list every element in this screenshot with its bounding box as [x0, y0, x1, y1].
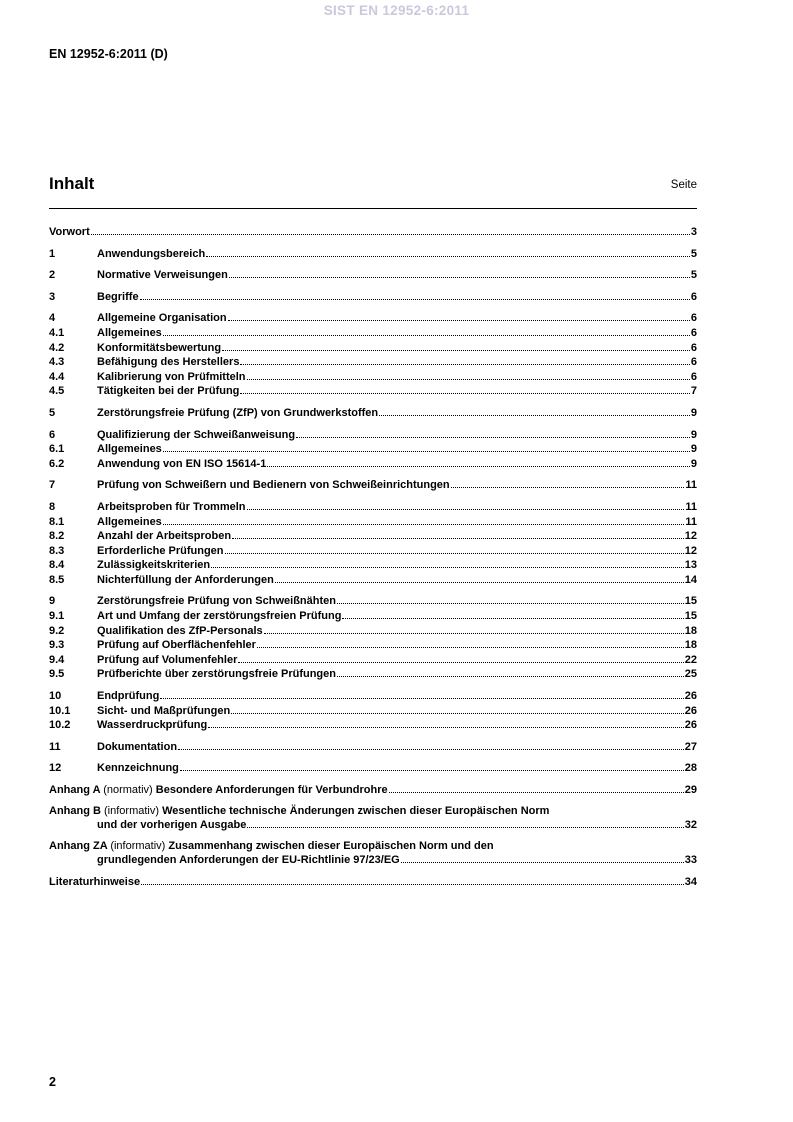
toc-entry-number: 4.4 — [49, 370, 65, 383]
annex-type: (informativ) — [110, 839, 166, 852]
toc-entry-number: 8.5 — [49, 573, 65, 586]
toc-entry-number: 4.5 — [49, 385, 65, 398]
toc-section-group — [49, 225, 697, 240]
toc-entry-page: 11 — [685, 479, 697, 492]
toc-entry-page: 9 — [690, 457, 697, 470]
toc-entry[interactable] — [49, 638, 697, 653]
toc-entry-title: Qualifizierung der Schweißanweisung — [97, 428, 296, 441]
toc-entry-title: Anwendungsbereich — [97, 247, 206, 260]
toc-entry-number: 9.2 — [49, 624, 65, 637]
dot-leader — [247, 370, 690, 380]
toc-entry-title: Allgemeines — [97, 443, 162, 456]
toc-entry-number: 6.2 — [49, 457, 65, 470]
toc-entry-title: Art und Umfang der zerstörungsfreien Prüfung — [97, 610, 342, 623]
toc-entry-title: Qualifikation des ZfP-Personals — [97, 624, 263, 637]
annex-label: Anhang B — [49, 804, 101, 817]
dot-leader — [160, 689, 683, 699]
dot-leader — [238, 653, 683, 663]
dot-leader — [401, 853, 684, 863]
table-of-contents — [49, 225, 697, 890]
toc-entry[interactable] — [49, 718, 697, 733]
toc-entry-page: 6 — [690, 326, 697, 339]
toc-entry-number: 4.1 — [49, 326, 65, 339]
toc-entry-title: Wasserdruckprüfung — [97, 719, 208, 732]
toc-section-group — [49, 500, 697, 588]
toc-entry-number: 5 — [49, 406, 56, 419]
dot-leader — [264, 624, 684, 634]
toc-entry[interactable] — [49, 442, 697, 457]
toc-entry-title: Konformitätsbewertung — [97, 341, 222, 354]
toc-rule — [49, 208, 697, 209]
toc-entry[interactable] — [49, 384, 697, 399]
toc-entry-page: 18 — [684, 624, 697, 637]
toc-entry-number: 6.1 — [49, 443, 65, 456]
toc-entry-number: 8.1 — [49, 515, 65, 528]
toc-entry[interactable] — [49, 355, 697, 370]
toc-entry-title: Tätigkeiten bei der Prüfung — [97, 385, 240, 398]
dot-leader — [257, 638, 684, 648]
dot-leader — [337, 594, 684, 604]
toc-entry[interactable] — [49, 341, 697, 356]
dot-leader — [208, 718, 684, 728]
toc-entry[interactable] — [49, 689, 697, 704]
toc-entry[interactable] — [49, 529, 697, 544]
toc-entry-page: 15 — [684, 610, 697, 623]
toc-entry-page: 29 — [684, 784, 697, 796]
toc-entry-number: 10 — [49, 690, 62, 703]
toc-entry[interactable] — [49, 667, 697, 682]
annex-type: (informativ) — [104, 804, 160, 817]
toc-entry-number: 7 — [49, 479, 56, 492]
dot-leader — [163, 442, 690, 452]
toc-section-group — [49, 594, 697, 682]
dot-leader — [232, 529, 684, 539]
toc-entry-title: Erforderliche Prüfungen — [97, 544, 224, 557]
dot-leader — [247, 818, 683, 828]
toc-entry-title: Literaturhinweise — [49, 875, 141, 888]
toc-entry-page: 34 — [684, 875, 697, 888]
toc-entry[interactable] — [49, 544, 697, 559]
toc-annex-entry[interactable] — [49, 783, 697, 798]
dot-leader — [240, 355, 689, 365]
toc-entry-title: Arbeitsproben für Trommeln — [97, 500, 246, 513]
toc-section-group — [49, 478, 697, 493]
toc-entry-number: 12 — [49, 762, 62, 775]
toc-entry-number: 8.3 — [49, 544, 65, 557]
dot-leader — [228, 311, 690, 321]
toc-bibliography-entry[interactable] — [49, 875, 697, 890]
toc-entry[interactable] — [49, 370, 697, 385]
dot-leader — [379, 406, 690, 416]
toc-entry-number: 9.5 — [49, 668, 65, 681]
toc-entry-page: 26 — [684, 690, 697, 703]
toc-title: Inhalt — [49, 174, 95, 193]
toc-entry-title: Kennzeichnung — [97, 762, 179, 775]
toc-section-group — [49, 428, 697, 472]
toc-entry-page: 28 — [684, 762, 697, 775]
annex-label: Anhang ZA — [49, 839, 108, 852]
toc-entry[interactable] — [49, 268, 697, 283]
dot-leader — [141, 875, 684, 885]
toc-entry[interactable] — [49, 740, 697, 755]
dot-leader — [178, 740, 684, 750]
toc-entry-title: Anwendung von EN ISO 15614-1 — [97, 457, 267, 470]
dot-leader — [247, 500, 685, 510]
toc-entry-title: Allgemeine Organisation — [97, 312, 227, 325]
toc-entry-page: 26 — [684, 719, 697, 732]
toc-entry-number: 4.2 — [49, 341, 65, 354]
toc-entry-number: 8.2 — [49, 530, 65, 543]
toc-section-group — [49, 247, 697, 262]
toc-entry-page: 13 — [684, 559, 697, 572]
toc-entry-page: 9 — [690, 443, 697, 456]
dot-leader — [389, 783, 684, 793]
toc-entry-number: 2 — [49, 269, 56, 282]
toc-entry-number: 9.4 — [49, 653, 65, 666]
annex-title: Zusammenhang zwischen dieser Europäischen Norm und den — [168, 839, 494, 852]
toc-entry-page: 18 — [684, 639, 697, 652]
toc-entry[interactable] — [49, 761, 697, 776]
toc-section-group — [49, 311, 697, 399]
toc-annex-entry[interactable] — [49, 805, 697, 833]
dot-leader — [206, 247, 690, 257]
toc-entry-page: 14 — [684, 573, 697, 586]
dot-leader — [225, 544, 684, 554]
dot-leader — [163, 515, 685, 525]
toc-entry-page: 9 — [690, 428, 697, 441]
toc-entry[interactable] — [49, 326, 697, 341]
dot-leader — [163, 326, 690, 336]
toc-entry-title: Begriffe — [97, 290, 139, 303]
toc-entry[interactable] — [49, 573, 697, 588]
toc-entry-page: 6 — [690, 290, 697, 303]
toc-section-group — [49, 740, 697, 755]
toc-entry-page: 12 — [684, 544, 697, 557]
annex-type: (normativ) — [103, 784, 153, 796]
annex-title-continuation: und der vorherigen Ausgabe — [97, 819, 247, 832]
toc-entry[interactable] — [49, 406, 697, 421]
dot-leader — [267, 457, 690, 467]
toc-entry-page: 6 — [690, 356, 697, 369]
toc-entry-number: 11 — [49, 740, 61, 753]
dot-leader — [296, 428, 690, 438]
toc-entry[interactable] — [49, 290, 697, 305]
toc-entry[interactable] — [49, 609, 697, 624]
annex-label: Anhang A — [49, 784, 101, 796]
toc-entry-title: Allgemeines — [97, 515, 162, 528]
toc-entry[interactable] — [49, 311, 697, 326]
toc-entry-number: 10.1 — [49, 704, 71, 717]
toc-entry-title: Allgemeines — [97, 326, 162, 339]
toc-entry-title: Kalibrierung von Prüfmitteln — [97, 370, 246, 383]
toc-entry-page: 25 — [684, 668, 697, 681]
annex-title: Wesentliche technische Änderungen zwischen dieser Europäischen Norm — [162, 804, 550, 817]
toc-entry[interactable] — [49, 478, 697, 493]
toc-entry-title: Anzahl der Arbeitsproben — [97, 530, 232, 543]
dot-leader — [231, 704, 684, 714]
dot-leader — [140, 290, 690, 300]
toc-entry-title: Zulässigkeitskriterien — [97, 559, 211, 572]
toc-entry[interactable] — [49, 624, 697, 639]
toc-entry[interactable] — [49, 247, 697, 262]
toc-entry-page: 32 — [684, 819, 697, 832]
toc-entry-number: 3 — [49, 290, 56, 303]
toc-page-column-label: Seite — [670, 179, 697, 191]
toc-entry-page: 33 — [684, 854, 697, 867]
toc-entry-number: 4 — [49, 312, 56, 325]
toc-entry-page: 6 — [690, 312, 697, 325]
toc-section-group — [49, 406, 697, 421]
dot-leader — [337, 667, 684, 677]
dot-leader — [229, 268, 690, 278]
toc-entry[interactable] — [49, 457, 697, 472]
toc-entry-page: 11 — [685, 515, 697, 528]
toc-section-group — [49, 290, 697, 305]
toc-entry-page: 5 — [690, 269, 697, 282]
toc-entry-page: 6 — [690, 370, 697, 383]
toc-section-group — [49, 268, 697, 283]
toc-entry[interactable] — [49, 515, 697, 530]
toc-entry-page: 12 — [684, 530, 697, 543]
toc-entry-title: Normative Verweisungen — [97, 269, 228, 282]
annex-title-continuation: grundlegenden Anforderungen der EU-Richtlinie 97/23/EG — [97, 854, 400, 867]
toc-entry-title: Dokumentation — [97, 740, 178, 753]
dot-leader — [222, 341, 690, 351]
toc-entry-number: 10.2 — [49, 719, 71, 732]
dot-leader — [240, 384, 689, 394]
toc-entry-number: 4.3 — [49, 356, 65, 369]
toc-entry[interactable] — [49, 558, 697, 573]
dot-leader — [342, 609, 683, 619]
toc-entry[interactable] — [49, 653, 697, 668]
dot-leader — [211, 558, 684, 568]
toc-entry-page: 7 — [690, 385, 697, 398]
toc-entry-number: 1 — [49, 247, 56, 260]
toc-entry-title: Prüfung auf Volumenfehler — [97, 653, 238, 666]
dot-leader — [91, 225, 690, 235]
toc-entry-title: Prüfung auf Oberflächenfehler — [97, 639, 256, 652]
toc-entry-page: 11 — [685, 500, 697, 513]
toc-entry-page: 27 — [684, 740, 697, 753]
toc-entry-page: 15 — [684, 595, 697, 608]
toc-entry-title: Sicht- und Maßprüfungen — [97, 704, 231, 717]
toc-entry-title: Prüfung von Schweißern und Bedienern von Schweißeinrichtungen — [97, 479, 450, 492]
toc-entry-title: Zerstörungsfreie Prüfung von Schweißnähten — [97, 595, 336, 608]
toc-entry-page: 26 — [684, 704, 697, 717]
toc-entry-page: 5 — [690, 247, 697, 260]
dot-leader — [180, 761, 684, 771]
toc-entry-page: 9 — [690, 406, 697, 419]
toc-entry-number: 9 — [49, 595, 56, 608]
toc-annex-entry[interactable] — [49, 840, 697, 868]
toc-entry-number: 9.1 — [49, 610, 65, 623]
toc-section-group — [49, 689, 697, 733]
toc-entry-title: Vorwort — [49, 226, 90, 238]
toc-entry-number: 9.3 — [49, 639, 65, 652]
toc-entry-title: Zerstörungsfreie Prüfung (ZfP) von Grundwerkstoffen — [97, 406, 379, 419]
toc-entry[interactable] — [49, 428, 697, 443]
toc-entry-title: Nichterfüllung der Anforderungen — [97, 573, 274, 586]
toc-entry[interactable] — [49, 704, 697, 719]
toc-entry[interactable] — [49, 225, 697, 240]
page-number: 2 — [49, 1075, 56, 1089]
toc-entry-number: 8 — [49, 500, 56, 513]
toc-entry-title: Endprüfung — [97, 690, 160, 703]
toc-entry[interactable] — [49, 594, 697, 609]
toc-entry-title: Prüfberichte über zerstörungsfreie Prüfungen — [97, 668, 336, 681]
toc-entry-page: 22 — [684, 653, 697, 666]
toc-entry[interactable] — [49, 500, 697, 515]
toc-entry-number: 8.4 — [49, 559, 65, 572]
annex-title: Besondere Anforderungen für Verbundrohre — [155, 784, 388, 796]
dot-leader — [451, 478, 685, 488]
toc-entry-number: 6 — [49, 428, 56, 441]
toc-entry-page: 3 — [690, 226, 697, 238]
dot-leader — [275, 573, 684, 583]
watermark: SIST EN 12952-6:2011 — [323, 3, 470, 18]
toc-entry-title: Befähigung des Herstellers — [97, 356, 240, 369]
toc-entry-page: 6 — [690, 341, 697, 354]
toc-section-group — [49, 761, 697, 776]
document-id: EN 12952-6:2011 (D) — [49, 47, 168, 61]
